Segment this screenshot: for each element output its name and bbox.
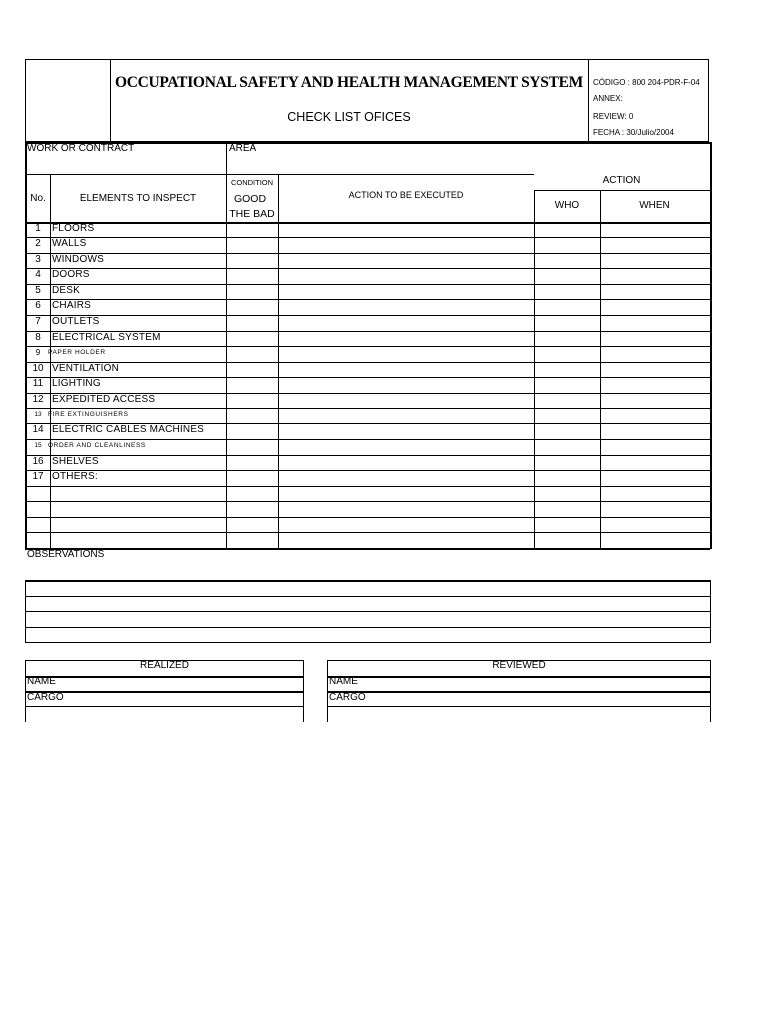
row-number: 10 (32, 363, 44, 374)
row-element-label: WALLS (52, 238, 87, 249)
col-who-header: WHO (554, 200, 580, 211)
reviewed-cargo-label: CARGO (329, 692, 366, 703)
reviewed-title: REVIEWED (492, 660, 546, 671)
table-rule (25, 222, 710, 224)
codigo-text: CÓDIGO : 800 204-PDR-F-04 (593, 78, 700, 87)
table-rule (25, 284, 710, 285)
table-rule (25, 548, 710, 550)
table-rule (25, 315, 710, 316)
area-label: AREA (229, 143, 257, 154)
row-number: 17 (32, 471, 44, 482)
row-number: 1 (35, 223, 41, 234)
row-number: 6 (35, 300, 41, 311)
col-no-header: No. (30, 193, 46, 204)
signature-border (710, 660, 711, 722)
row-element-label: VENTILATION (52, 363, 120, 374)
row-number: 13 (34, 411, 42, 418)
observations-label: OBSERVATIONS (27, 549, 105, 560)
observation-line (25, 642, 710, 643)
table-rule (25, 532, 710, 533)
realized-cargo-label: CARGO (27, 692, 64, 703)
observation-line (25, 596, 710, 597)
reviewed-name-label: NAME (329, 676, 358, 687)
form-header (25, 59, 709, 142)
document-meta (588, 60, 709, 141)
table-rule (534, 190, 535, 549)
row-number: 9 (35, 348, 41, 357)
table-rule (50, 174, 51, 549)
row-element-label: WINDOWS (52, 254, 104, 265)
annex-text: ANNEX: (593, 94, 623, 103)
row-number: 5 (35, 285, 41, 296)
col-action-header: ACTION (602, 175, 641, 186)
table-rule (25, 299, 710, 300)
logo-box (26, 60, 111, 141)
table-rule (25, 253, 710, 254)
row-element-label: CHAIRS (52, 300, 91, 311)
observation-line (25, 580, 710, 582)
observation-line (25, 611, 710, 612)
work-contract-label: WORK OR CONTRACT (27, 143, 135, 154)
row-number: 11 (32, 378, 44, 389)
row-element-label: ORDER AND CLEANLINESS (48, 442, 146, 449)
form-subtitle: CHECK LIST OFICES (287, 110, 411, 124)
realized-name-label: NAME (27, 676, 56, 687)
signature-rule (327, 706, 710, 707)
realized-title: REALIZED (140, 660, 189, 671)
table-rule (278, 174, 279, 549)
row-number: 14 (32, 424, 44, 435)
signature-rule (25, 706, 303, 707)
table-rule (25, 268, 710, 269)
table-rule (710, 142, 712, 549)
table-rule (25, 237, 710, 238)
col-when-header: WHEN (639, 200, 670, 211)
signature-rule (327, 676, 710, 678)
table-rule (534, 190, 710, 191)
signature-rule (327, 691, 710, 693)
row-number: 8 (35, 332, 41, 343)
table-rule (25, 486, 710, 487)
fecha-text: FECHA : 30/Julio/2004 (593, 128, 674, 137)
row-element-label: ELECTRIC CABLES MACHINES (52, 424, 205, 435)
row-element-label: OTHERS: (52, 471, 98, 482)
col-good-header: GOOD (233, 193, 267, 205)
row-element-label: LIGHTING (52, 378, 101, 389)
table-rule (25, 517, 710, 518)
table-rule (25, 142, 710, 144)
table-rule (25, 377, 710, 378)
table-rule (600, 190, 601, 549)
row-number: 2 (35, 238, 41, 249)
table-rule (25, 501, 710, 502)
row-number: 12 (32, 394, 44, 405)
row-element-label: DOORS (52, 269, 90, 280)
observation-line (25, 627, 710, 628)
col-action-exec-header: ACTION TO BE EXECUTED (348, 190, 464, 200)
row-number: 4 (35, 269, 41, 280)
review-text: REVIEW: 0 (593, 112, 634, 121)
row-element-label: PAPER HOLDER (48, 349, 106, 356)
row-element-label: FLOORS (52, 223, 95, 234)
row-number: 3 (35, 254, 41, 265)
table-rule (25, 455, 710, 456)
col-elements-header: ELEMENTS TO INSPECT (79, 193, 197, 204)
col-condition-header: CONDITION (230, 178, 274, 187)
form-title: OCCUPATIONAL SAFETY AND HEALTH MANAGEMENT SYSTEM (114, 74, 584, 91)
observation-border (710, 580, 711, 643)
signature-rule (25, 691, 303, 693)
row-element-label: OUTLETS (52, 316, 100, 327)
table-rule (25, 346, 710, 347)
row-element-label: DESK (52, 285, 81, 296)
table-rule (25, 362, 710, 363)
row-number: 7 (35, 316, 41, 327)
signature-rule (25, 676, 303, 678)
row-number: 15 (34, 442, 42, 449)
row-element-label: SHELVES (52, 456, 99, 467)
signature-border (303, 660, 304, 722)
table-rule (25, 470, 710, 471)
table-rule (25, 174, 534, 175)
row-element-label: ELECTRICAL SYSTEM (52, 332, 161, 343)
col-bad-header: THE BAD (229, 208, 275, 220)
row-element-label: EXPEDITED ACCESS (52, 394, 156, 405)
observation-border (25, 580, 26, 643)
row-number: 16 (32, 456, 44, 467)
row-element-label: FIRE EXTINGUISHERS (48, 411, 129, 418)
